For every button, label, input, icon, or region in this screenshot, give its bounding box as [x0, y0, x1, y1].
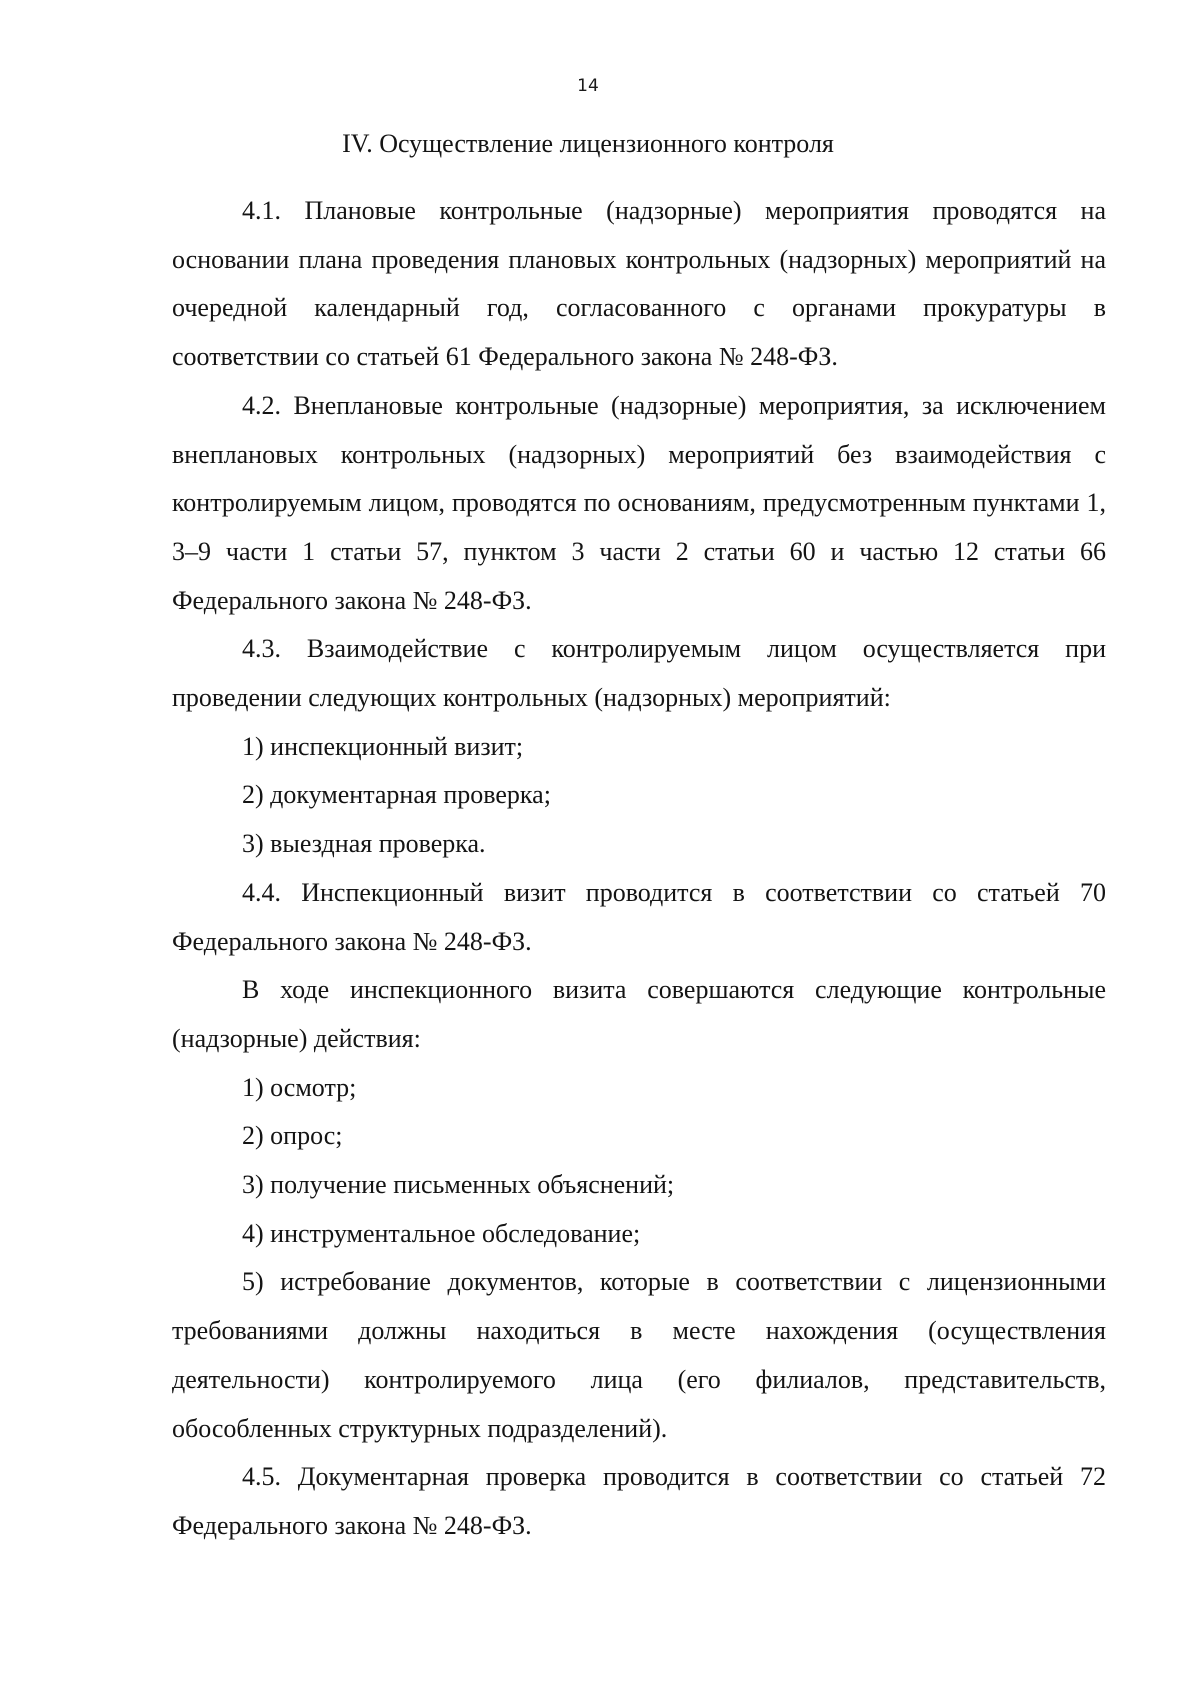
- paragraph-4-1: 4.1. Плановые контрольные (надзорные) мероприятия проводятся на основании плана проведения плановых контрольных (надзорных) мероприятий на очередной календарный год, согласованного с органами прокуратуры в соответствии со статьей 61 Федерального закона № 248-ФЗ.: [172, 196, 1106, 372]
- paragraph-4-2: 4.2. Внеплановые контрольные (надзорные) мероприятия, за исключением внеплановых контрольных (надзорных) мероприятий без взаимодействия с контролируемым лицом, проводятся по основаниям, предусмотренным пунктами 1, 3–9 части 1 статьи 57, пунктом 3 части 2 статьи 60 и частью 12 статьи 66 Федерального закона № 248-ФЗ.: [172, 390, 1106, 615]
- document-body: [172, 187, 1106, 1551]
- list-item-written-explanations: 3) получение письменных объяснений;: [242, 1170, 675, 1200]
- list-item-survey: 2) опрос;: [242, 1121, 343, 1151]
- list-item-document-check: 2) документарная проверка;: [242, 780, 551, 810]
- paragraph-4-4: 4.4. Инспекционный визит проводится в соответствии со статьей 70 Федерального закона № 248-ФЗ.: [172, 877, 1106, 956]
- list-item-examination: 1) осмотр;: [242, 1072, 357, 1102]
- section-heading: IV. Осуществление лицензионного контроля: [342, 129, 834, 158]
- paragraph-inspection-actions: В ходе инспекционного визита совершаются следующие контрольные (надзорные) действия:: [172, 975, 1106, 1053]
- paragraph-4-5: 4.5. Документарная проверка проводится в соответствии со статьей 72 Федерального закона № 248-ФЗ.: [172, 1462, 1106, 1540]
- list-item-instrumental-examination: 4) инструментальное обследование;: [242, 1218, 641, 1248]
- paragraph-4-3: 4.3. Взаимодействие с контролируемым лицом осуществляется при проведении следующих контрольных (надзорных) мероприятий:: [172, 634, 1106, 713]
- list-item-inspection-visit: 1) инспекционный визит;: [242, 731, 524, 761]
- list-item-field-check: 3) выездная проверка.: [242, 829, 486, 859]
- list-item-document-request: 5) истребование документов, которые в соответствии с лицензионными требованиями должны находиться в месте нахождения (осуществления деятельности) контролируемого лица (его филиалов, представительств, обособленных структурных подразделений).: [172, 1267, 1106, 1443]
- page-number: 14: [577, 76, 599, 96]
